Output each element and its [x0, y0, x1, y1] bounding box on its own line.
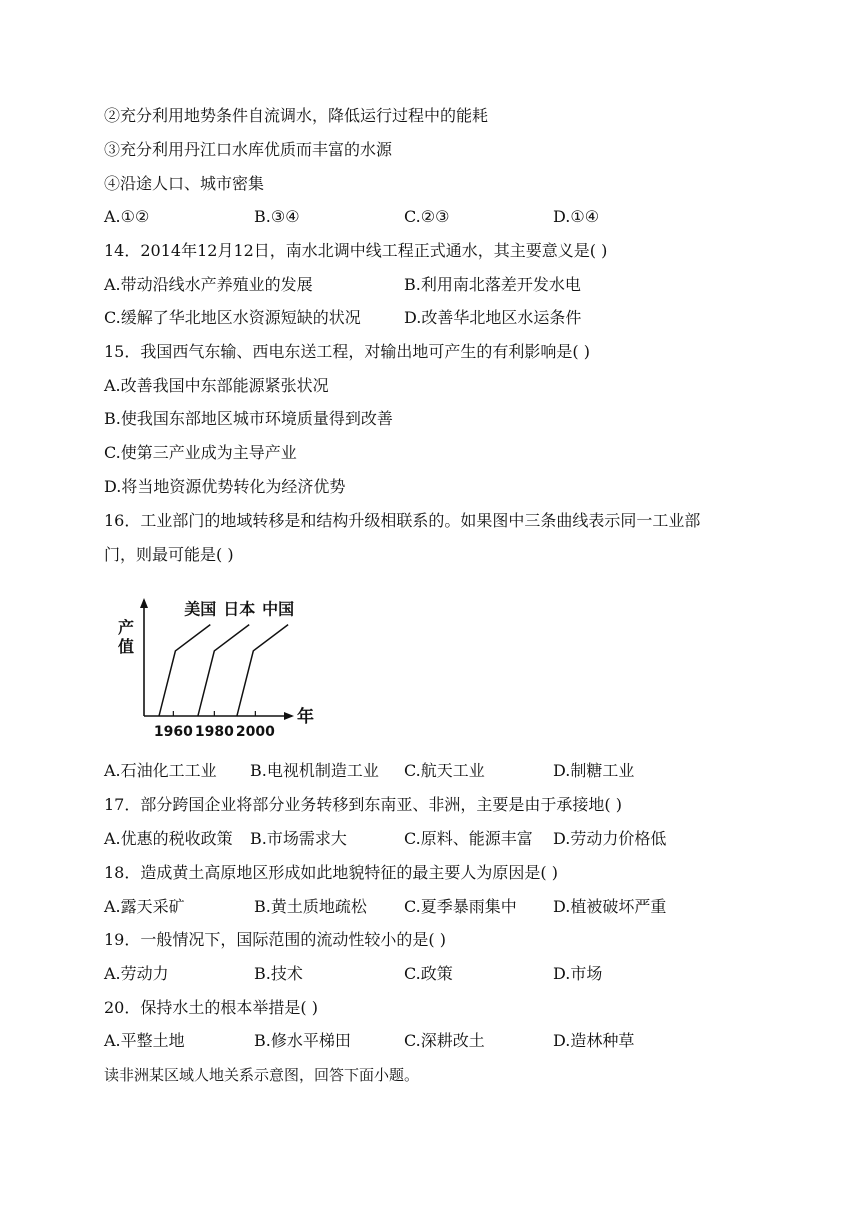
q20-stem: 20．保持水土的根本举措是( ) — [104, 998, 318, 1017]
q17-option-d[interactable]: D.劳动力价格低 — [553, 829, 667, 848]
series-label: 日本 — [223, 599, 256, 619]
x-tick-label: 1980 — [194, 724, 234, 740]
q13-option-d[interactable]: D.①④ — [553, 207, 600, 226]
q19-option-b[interactable]: B.技术 — [254, 964, 303, 983]
q19-stem: 19．一般情况下，国际范围的流动性较小的是( ) — [104, 930, 446, 949]
q20-option-d[interactable]: D.造林种草 — [553, 1031, 635, 1050]
q18-option-c[interactable]: C.夏季暴雨集中 — [404, 897, 517, 916]
q18-option-b[interactable]: B.黄土质地疏松 — [254, 897, 367, 916]
q15-stem: 15．我国西气东输、西电东送工程，对输出地可产生的有利影响是( ) — [104, 342, 590, 361]
q16-option-d[interactable]: D.制糖工业 — [553, 761, 635, 780]
q14-option-a[interactable]: A.带动沿线水产养殖业的发展 — [104, 275, 313, 294]
industry-transfer-chart — [110, 588, 340, 743]
q13-option-c[interactable]: C.②③ — [404, 207, 450, 226]
q15-option-c[interactable]: C.使第三产业成为主导产业 — [104, 443, 297, 462]
q14-option-b[interactable]: B.利用南北落差开发水电 — [404, 275, 581, 294]
q19-option-a[interactable]: A.劳动力 — [104, 964, 169, 983]
q15-option-d[interactable]: D.将当地资源优势转化为经济优势 — [104, 477, 346, 496]
q14-option-d[interactable]: D.改善华北地区水运条件 — [404, 308, 582, 327]
q14-option-c[interactable]: C.缓解了华北地区水资源短缺的状况 — [104, 308, 361, 327]
q17-stem: 17．部分跨国企业将部分业务转移到东南亚、非洲，主要是由于承接地( ) — [104, 795, 622, 814]
q16-stem-line2: 门，则最可能是( ) — [104, 545, 234, 564]
series-label: 美国 — [184, 599, 217, 619]
q16-option-b[interactable]: B.电视机制造工业 — [250, 761, 379, 780]
q16-option-c[interactable]: C.航天工业 — [404, 761, 485, 780]
q15-option-a[interactable]: A.改善我国中东部能源紧张状况 — [104, 376, 329, 395]
q13-option-a[interactable]: A.①② — [104, 207, 150, 226]
x-axis-arrow — [284, 712, 294, 720]
q17-option-b[interactable]: B.市场需求大 — [250, 829, 347, 848]
chart-series — [159, 625, 288, 716]
q16-option-a[interactable]: A.石油化工工业 — [104, 761, 217, 780]
q19-option-c[interactable]: C.政策 — [404, 964, 453, 983]
q18-option-a[interactable]: A.露天采矿 — [104, 897, 185, 916]
y-axis-label-char: 值 — [118, 637, 135, 656]
series-line — [198, 625, 249, 716]
q13-option-b[interactable]: B.③④ — [254, 207, 300, 226]
q18-stem: 18．造成黄土高原地区形成如此地貌特征的最主要人为原因是( ) — [104, 863, 558, 882]
line-condition-3: ③充分利用丹江口水库优质而丰富的水源 — [104, 140, 393, 159]
line-condition-2: ②充分利用地势条件自流调水，降低运行过程中的能耗 — [104, 106, 489, 125]
series-label: 中国 — [262, 599, 295, 619]
q20-option-b[interactable]: B.修水平梯田 — [254, 1031, 351, 1050]
q20-option-a[interactable]: A.平整土地 — [104, 1031, 185, 1050]
q18-option-d[interactable]: D.植被破坏严重 — [553, 897, 667, 916]
line-condition-4: ④沿途人口、城市密集 — [104, 174, 265, 193]
x-axis-label: 年 — [297, 707, 314, 727]
y-axis-label-char: 产 — [118, 618, 135, 637]
x-tick-label: 1960 — [153, 724, 193, 740]
series-line — [237, 625, 288, 716]
x-tick-label: 2000 — [235, 724, 275, 740]
q17-option-c[interactable]: C.原料、能源丰富 — [404, 829, 533, 848]
q17-option-a[interactable]: A.优惠的税收政策 — [104, 829, 233, 848]
section-intro: 读非洲某区域人地关系示意图，回答下面小题。 — [104, 1066, 420, 1084]
q16-stem-line1: 16．工业部门的地域转移是和结构升级相联系的。如果图中三条曲线表示同一工业部 — [104, 511, 701, 530]
series-line — [159, 625, 210, 716]
y-axis-arrow — [140, 598, 148, 608]
q15-option-b[interactable]: B.使我国东部地区城市环境质量得到改善 — [104, 409, 393, 428]
q19-option-d[interactable]: D.市场 — [553, 964, 603, 983]
q14-stem: 14．2014年12月12日，南水北调中线工程正式通水，其主要意义是( ) — [104, 241, 608, 260]
q20-option-c[interactable]: C.深耕改土 — [404, 1031, 485, 1050]
